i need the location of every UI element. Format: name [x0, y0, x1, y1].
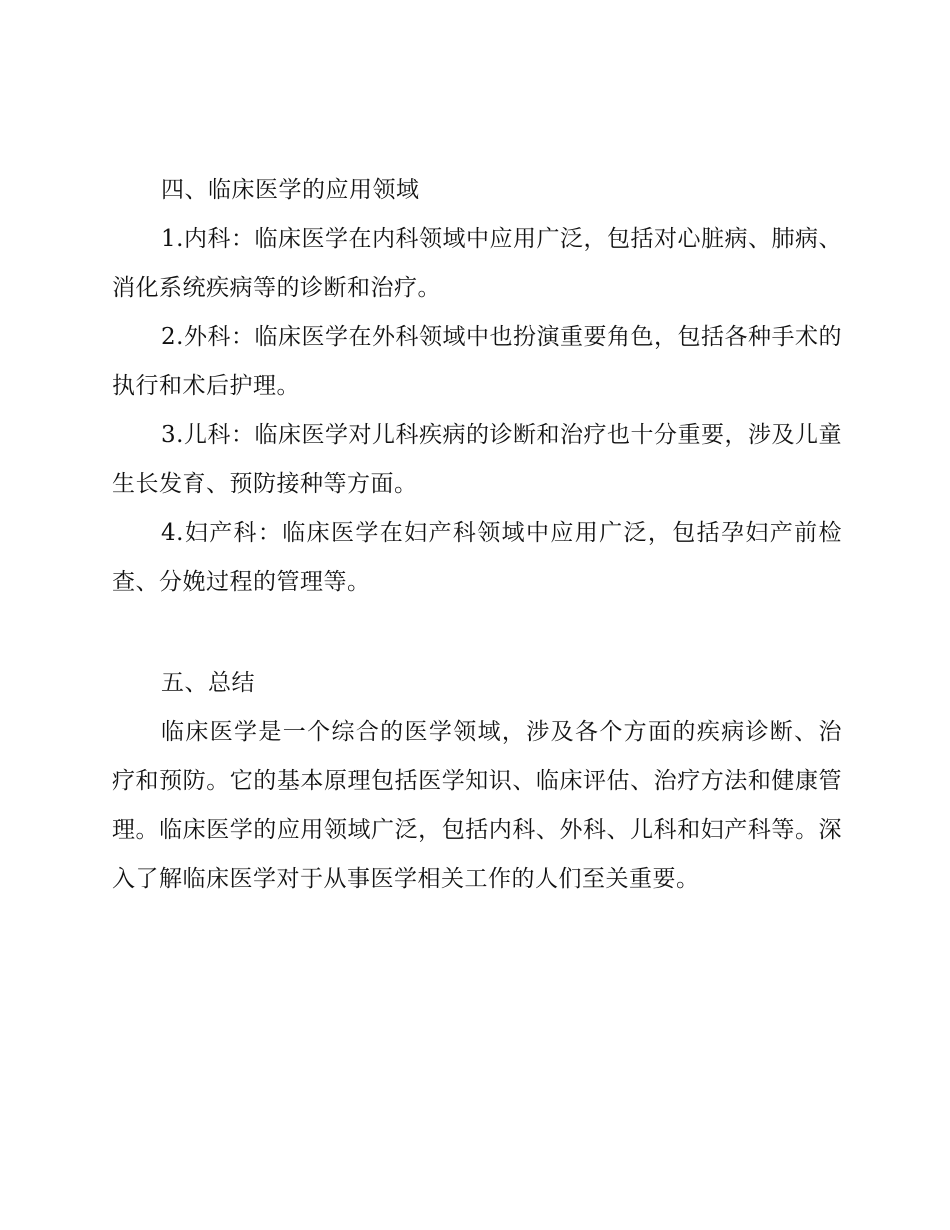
section-heading-applications: 四、临床医学的应用领域 [161, 177, 420, 203]
document-body [112, 166, 842, 904]
list-item-internal-medicine: 1.内科：临床医学在内科领域中应用广泛，包括对心脏病、肺病、消化系统疾病等的诊断和治疗。 [112, 226, 842, 301]
section-heading-summary: 五、总结 [161, 670, 255, 696]
summary-paragraph: 临床医学是一个综合的医学领域，涉及各个方面的疾病诊断、治疗和预防。它的基本原理包括医学知识、临床评估、治疗方法和健康管理。临床医学的应用领域广泛，包括内科、外科、儿科和妇产科等。深入了解临床医学对于从事医学相关工作的人们至关重要。 [112, 719, 842, 892]
section-spacer [112, 607, 842, 659]
list-item-surgery: 2.外科：临床医学在外科领域中也扮演重要角色，包括各种手术的执行和术后护理。 [112, 324, 842, 399]
list-item-pediatrics: 3.儿科：临床医学对儿科疾病的诊断和治疗也十分重要，涉及儿童生长发育、预防接种等方面。 [112, 422, 842, 497]
list-item-obstetrics-gynecology: 4.妇产科：临床医学在妇产科领域中应用广泛，包括孕妇产前检查、分娩过程的管理等。 [112, 520, 842, 595]
